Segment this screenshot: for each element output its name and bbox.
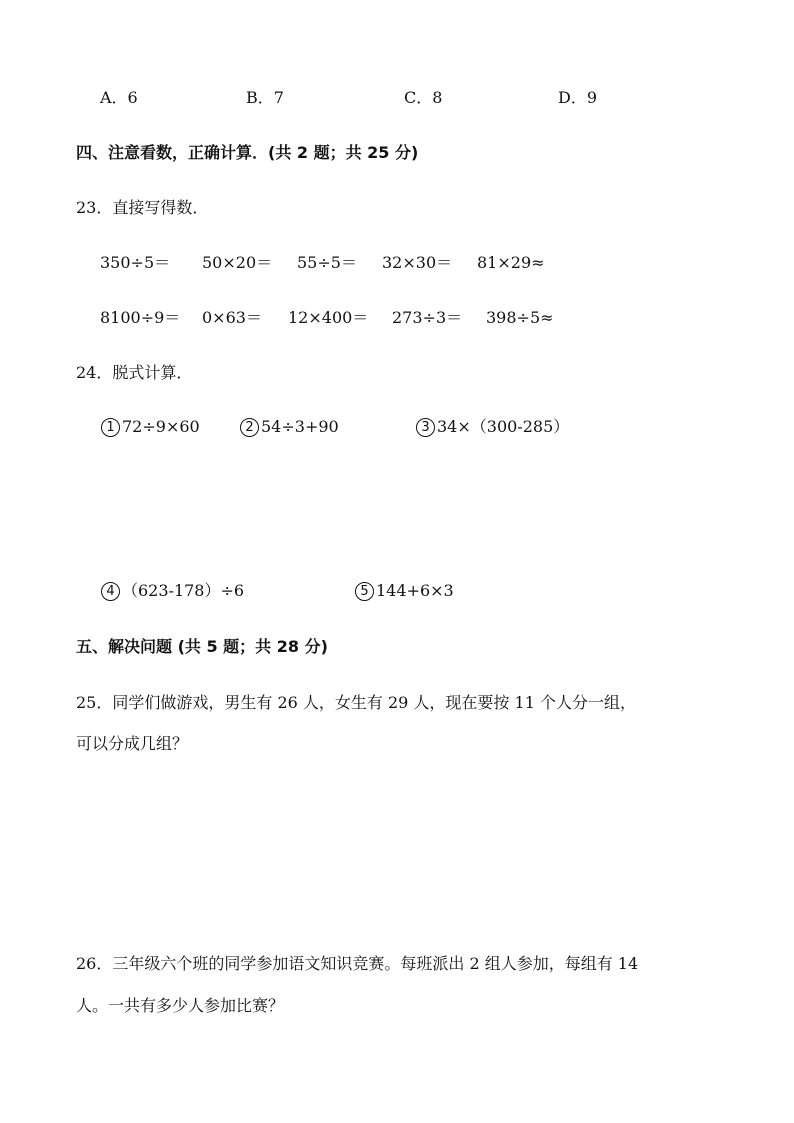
circled-number-5: 5 <box>355 582 374 601</box>
q24-item-4-expr: （623-178）÷6 <box>122 581 245 600</box>
q24-item-5-expr: 144+6×3 <box>376 581 454 600</box>
circled-number-3: 3 <box>416 418 435 437</box>
q24-item-3-expr: 34×（300-285） <box>437 417 570 436</box>
q23-row1-item5: 81×29≈ <box>477 253 545 272</box>
option-b: B．7 <box>246 88 284 107</box>
q26-line1: 26．三年级六个班的同学参加语文知识竞赛。每班派出 2 组人参加，每组有 14 <box>76 954 639 973</box>
q25-line1: 25．同学们做游戏，男生有 26 人，女生有 29 人，现在要按 11 个人分一组， <box>76 693 636 712</box>
q24-item-1 <box>101 417 200 437</box>
option-a: A．6 <box>100 88 138 107</box>
q25-line2: 可以分成几组？ <box>76 734 189 753</box>
q23-row2-item3: 12×400＝ <box>288 308 369 327</box>
q23-row1-item4: 32×30＝ <box>382 253 453 272</box>
section-5-heading: 五、解决问题 (共 5 题；共 28 分) <box>76 637 328 656</box>
q23-prompt: 23．直接写得数． <box>76 198 209 217</box>
q24-item-1-expr: 72÷9×60 <box>122 417 200 436</box>
q26-line2: 人。一共有多少人参加比赛？ <box>76 996 285 1015</box>
q23-row2-item4: 273÷3＝ <box>392 308 463 327</box>
circled-number-4: 4 <box>101 582 120 601</box>
q24-item-2-expr: 54÷3+90 <box>261 417 339 436</box>
option-d: D．9 <box>558 88 598 107</box>
q24-prompt: 24．脱式计算． <box>76 363 193 382</box>
option-c: C．8 <box>404 88 443 107</box>
q23-row2-item5: 398÷5≈ <box>486 308 554 327</box>
circled-number-2: 2 <box>240 418 259 437</box>
q24-item-3 <box>416 417 569 437</box>
q23-row2-item2: 0×63＝ <box>202 308 262 327</box>
circled-number-1: 1 <box>101 418 120 437</box>
q24-item-5 <box>355 581 454 601</box>
section-4-heading: 四、注意看数，正确计算．(共 2 题；共 25 分) <box>76 143 419 162</box>
q23-row1-item1: 350÷5＝ <box>100 253 171 272</box>
q23-row1-item2: 50×20＝ <box>202 253 273 272</box>
q23-row2-item1: 8100÷9＝ <box>100 308 181 327</box>
q24-item-2 <box>240 417 339 437</box>
q23-row1-item3: 55÷5＝ <box>297 253 357 272</box>
q24-item-4 <box>101 581 244 601</box>
